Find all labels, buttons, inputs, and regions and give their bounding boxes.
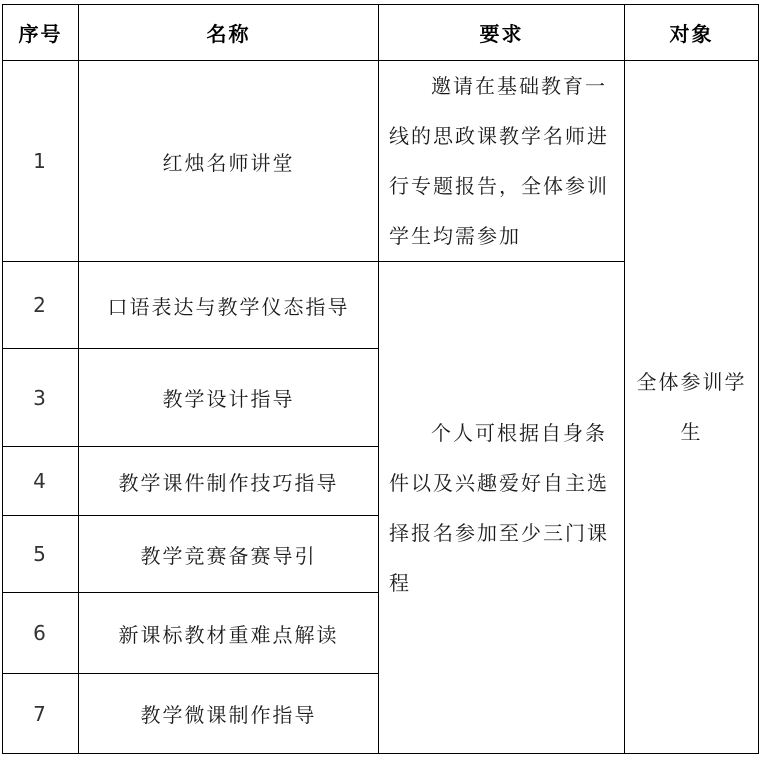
header-name: 名称	[79, 5, 379, 61]
audience-cell: 全体参训学生	[625, 61, 759, 754]
row-num: 4	[3, 447, 79, 516]
header-audience: 对象	[625, 5, 759, 61]
header-num: 序号	[3, 5, 79, 61]
row-num: 2	[3, 262, 79, 349]
course-name: 口语表达与教学仪态指导	[79, 262, 379, 349]
course-name: 教学微课制作指导	[79, 674, 379, 754]
table-row	[3, 61, 759, 262]
course-table	[2, 4, 759, 754]
course-name: 教学课件制作技巧指导	[79, 447, 379, 516]
row-num: 1	[3, 61, 79, 262]
course-name: 教学设计指导	[79, 349, 379, 447]
header-row	[3, 5, 759, 61]
requirement-text-2: 个人可根据自身条件以及兴趣爱好自主选择报名参加至少三门课程	[389, 420, 609, 595]
row-num: 6	[3, 593, 79, 674]
row-num: 3	[3, 349, 79, 447]
requirement-cell-2	[379, 262, 625, 754]
course-name: 教学竞赛备赛导引	[79, 516, 379, 593]
course-name: 新课标教材重难点解读	[79, 593, 379, 674]
course-name: 红烛名师讲堂	[79, 61, 379, 262]
row-num: 5	[3, 516, 79, 593]
header-requirement: 要求	[379, 5, 625, 61]
requirement-cell-1	[379, 61, 625, 262]
row-num: 7	[3, 674, 79, 754]
requirement-text-1: 邀请在基础教育一线的思政课教学名师进行专题报告，全体参训学生均需参加	[389, 74, 609, 248]
